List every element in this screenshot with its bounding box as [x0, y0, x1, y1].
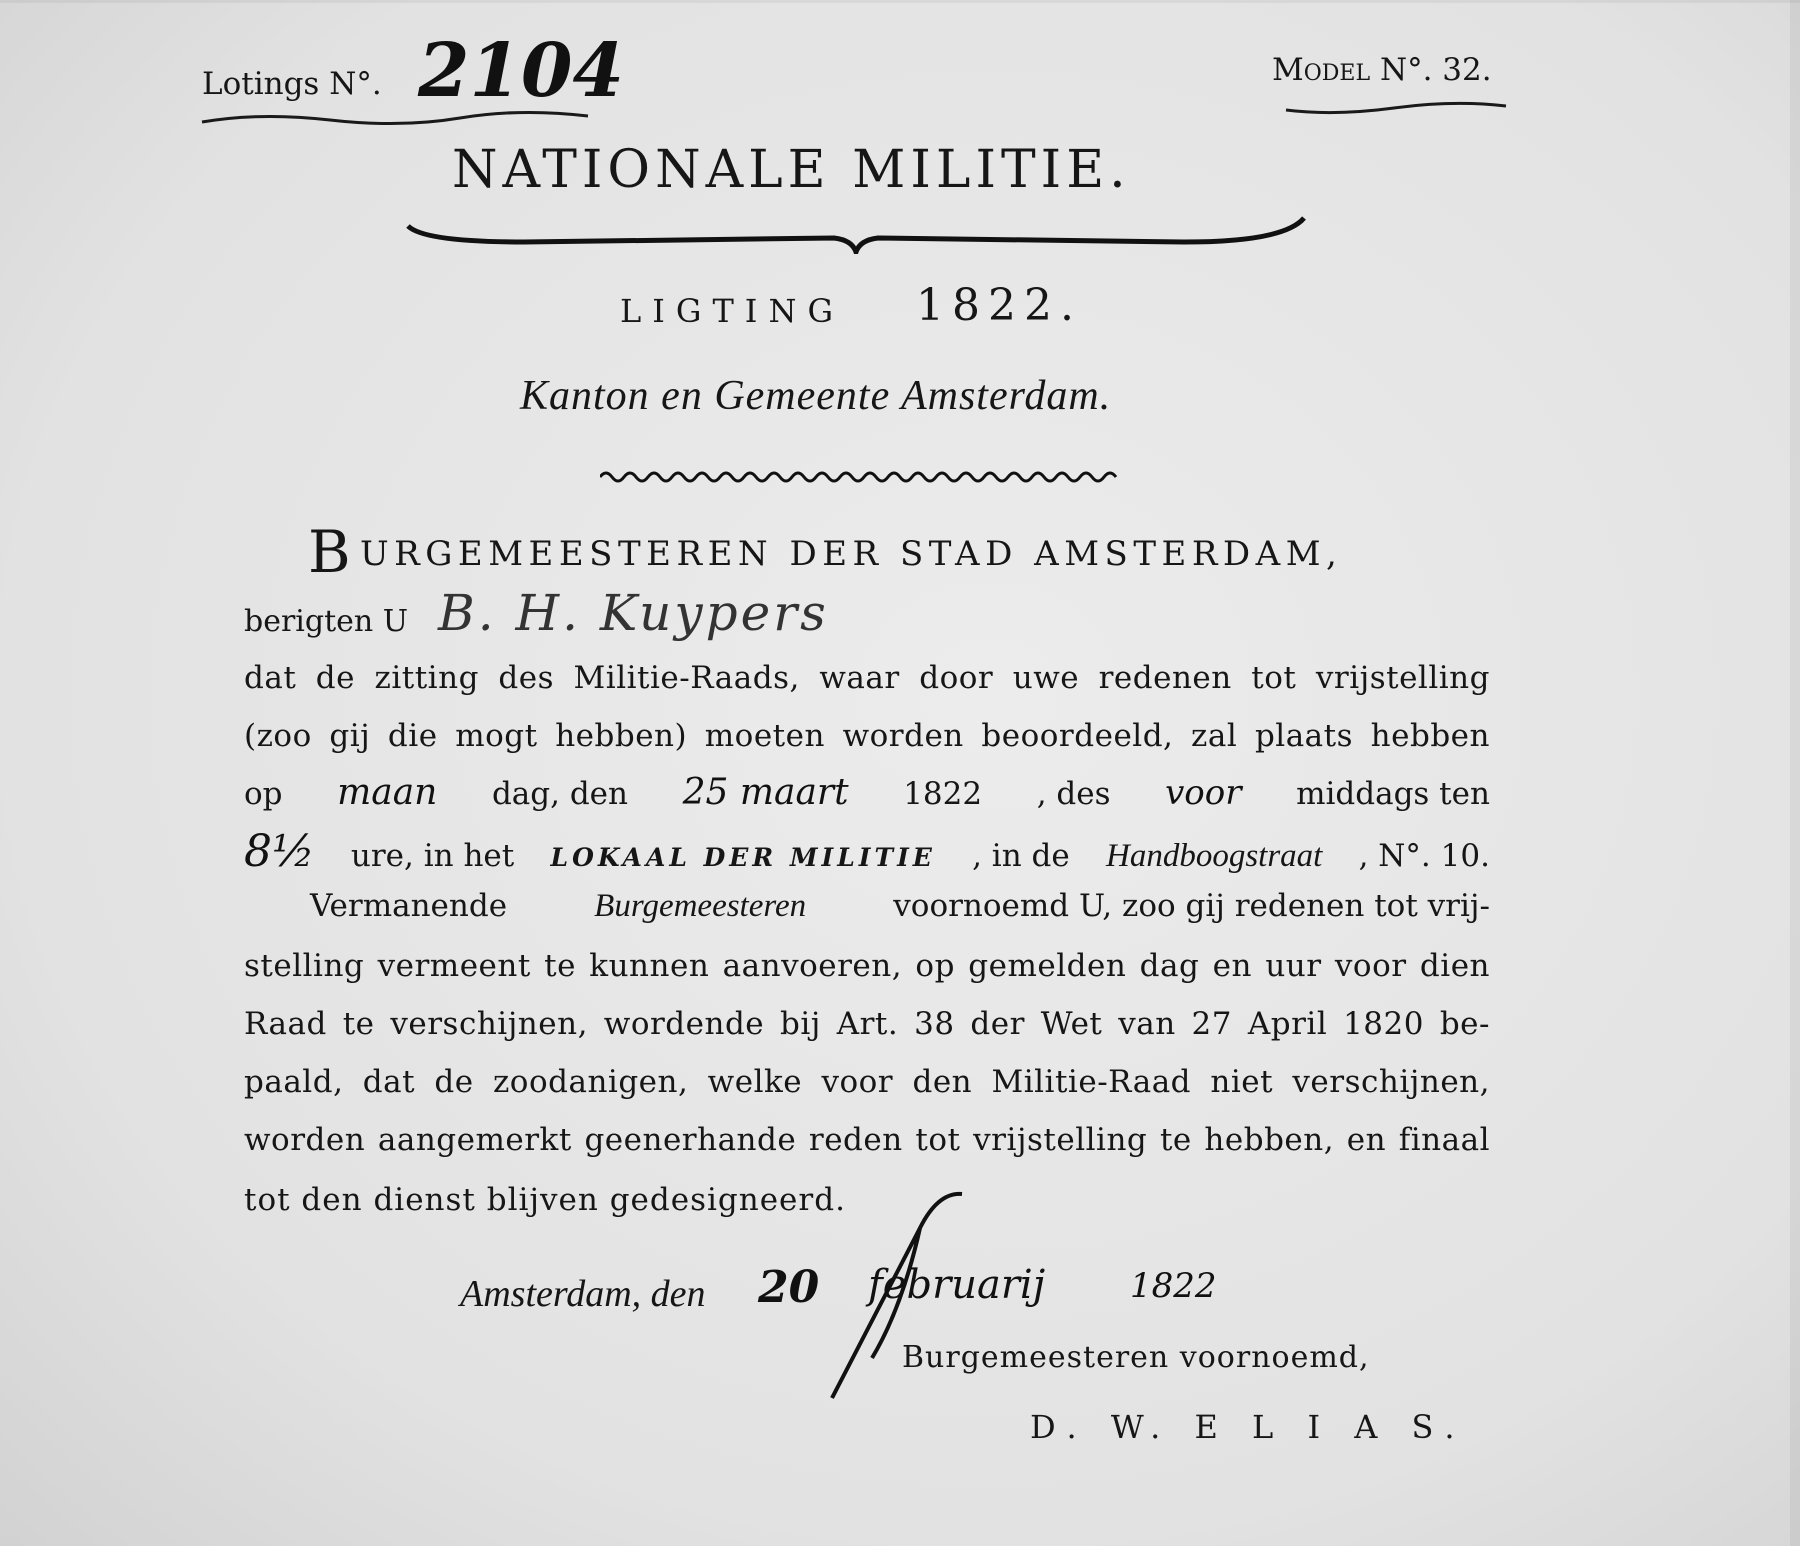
title-flourish — [404, 212, 1308, 254]
line4-in: , in de — [972, 838, 1070, 874]
line4-time-handwritten: 8½ — [244, 826, 315, 877]
body-line-8: paald, dat de zoodanigen, welke voor den Militie-Raad niet verschijnen, — [244, 1064, 1490, 1100]
body-line-1: dat de zitting des Militie-Raads, waar door uwe redenen tot vrijstelling — [244, 660, 1490, 696]
body-line-5 — [310, 888, 1490, 925]
line4-lokaal: LOKAAL DER MILITIE — [550, 843, 936, 872]
line4-no: , N°. 10. — [1358, 838, 1490, 874]
model-underline-flourish — [1284, 98, 1508, 120]
recipient-name-handwritten: B. H. Kuypers — [438, 584, 829, 642]
body-line-2: (zoo gij die mogt hebben) moeten worden beoordeeld, zal plaats hebben — [244, 718, 1490, 754]
line5-end: voornoemd U, zoo gij redenen tot vrij- — [893, 888, 1490, 924]
body-line-10: tot den dienst blijven gedesigneerd. — [244, 1182, 846, 1218]
closing-text: Burgemeesteren voornoemd, — [902, 1340, 1370, 1375]
footer-month-handwritten: februarij — [868, 1262, 1046, 1308]
signatory: D. W. E L I A S. — [1030, 1408, 1467, 1446]
lotings-underline-flourish — [200, 108, 590, 132]
wavy-divider — [600, 468, 1130, 486]
paper-edge — [1790, 0, 1800, 1546]
lotings-number: 2104 — [418, 28, 624, 114]
kanton-line: Kanton en Gemeente Amsterdam. — [520, 373, 1112, 419]
line3-date-handwritten: 25 maart — [682, 772, 849, 813]
line5-start: Vermanende — [310, 888, 508, 924]
line4-street: Handboogstraat — [1105, 838, 1323, 874]
body-line-4 — [244, 826, 1490, 877]
line3-des: , des — [1036, 776, 1111, 812]
line4-ure: ure, in het — [350, 838, 515, 874]
footer-day-handwritten: 20 — [758, 1262, 820, 1313]
line3-part-handwritten: voor — [1165, 773, 1242, 813]
ligting-label: LIGTING — [620, 292, 844, 330]
line3-dag: dag, den — [491, 776, 628, 812]
line3-day-handwritten: maan — [337, 772, 438, 813]
body-line-9: worden aangemerkt geenerhande reden tot vrijstelling te hebben, en finaal — [244, 1122, 1490, 1158]
heading-initial: B — [308, 518, 351, 586]
footer-year-handwritten: 1822 — [1130, 1266, 1217, 1306]
body-line-3 — [244, 772, 1490, 813]
model-label: Model N°. 32. — [1272, 52, 1492, 88]
body-line-7: Raad te verschijnen, wordende bij Art. 38 der Wet van 27 April 1820 be- — [244, 1006, 1490, 1042]
ligting-year: 1822. — [916, 280, 1082, 331]
line3-year: 1822 — [903, 776, 983, 812]
paper-edge — [0, 0, 1800, 3]
berigten-label: berigten U — [244, 604, 409, 639]
heading-text: URGEMEESTEREN DER STAD AMSTERDAM, — [360, 534, 1343, 574]
handwritten-f-flourish — [812, 1188, 992, 1408]
line3-middags: middags ten — [1296, 776, 1490, 812]
lotings-label: Lotings N°. — [202, 66, 382, 102]
line5-burgemeesteren: Burgemeesteren — [594, 888, 807, 924]
footer-place: Amsterdam, den — [460, 1273, 706, 1315]
line3-op: op — [244, 776, 283, 812]
body-line-6: stelling vermeent te kunnen aanvoeren, op gemelden dag en uur voor dien — [244, 948, 1490, 984]
page-title: NATIONALE MILITIE. — [452, 140, 1131, 200]
